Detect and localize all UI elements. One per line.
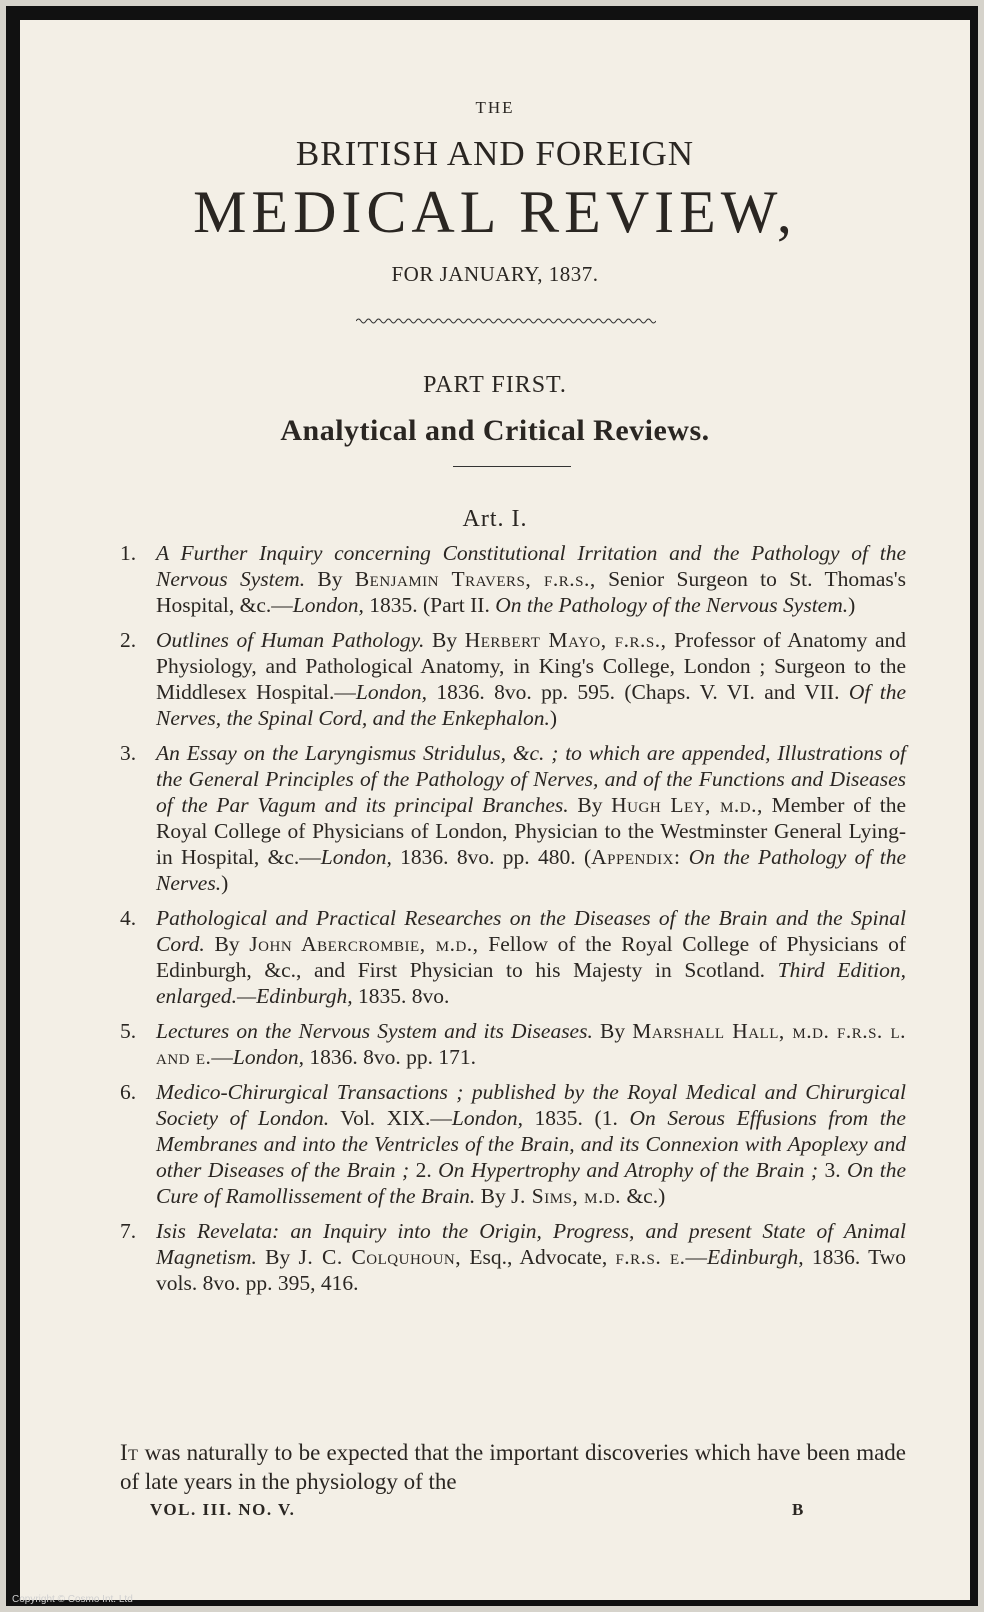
list-item — [120, 627, 906, 731]
entry-text: Hugh Ley, m.d., — [611, 793, 763, 817]
entry-text: Fellow of the Royal College of Physicians of Edinburgh, &c., and First Physician to his Majesty in Scotland. — [156, 932, 907, 982]
entry-text: Lectures on the Nervous System and its Diseases. — [156, 1019, 593, 1043]
entry-number: 4. — [120, 906, 137, 930]
entry-number: 3. — [120, 741, 137, 765]
entry-text: — — [211, 1045, 233, 1069]
entry-text: Esq., Advocate, — [461, 1245, 616, 1269]
entry-text: Edinburgh, — [707, 1245, 804, 1269]
entry-text: London, — [451, 1106, 523, 1130]
issue-date: FOR JANUARY, 1837. — [391, 262, 599, 286]
entry-text: By — [592, 1019, 633, 1043]
entry-text: A Further Inquiry concerning Constitutional Irritation and the Pathology of the Nervous System. — [156, 541, 906, 591]
entry-text: By — [204, 932, 250, 956]
entry-text: Third Edition, enlarged.—Edinburgh, — [156, 958, 906, 1008]
entry-text: London, — [355, 680, 427, 704]
entry-text: Senior Surgeon to St. Thomas's Hospital, &c.— — [156, 567, 906, 617]
entry-number: 5. — [120, 1019, 137, 1043]
entry-text: 3. — [818, 1158, 848, 1182]
body-text: was naturally to be expected that the important discoveries which have been made of late years in the physiology of the — [120, 1440, 906, 1494]
entry-text: By — [475, 1184, 512, 1208]
signature-mark: B — [792, 1500, 804, 1519]
entry-text: Herbert Mayo, f.r.s., — [464, 628, 667, 652]
part-heading: PART FIRST. — [423, 372, 567, 398]
entry-text: Outlines of Human Pathology. — [156, 628, 425, 652]
entry-text: Of the Nerves, the Spinal Cord, and the Enkephalon. — [156, 680, 907, 730]
entry-text: Marshall Hall, m.d. f.r.s. l. and e. — [156, 1019, 906, 1069]
header-the: THE — [475, 98, 515, 117]
copyright-notice: Copyright © Cosmo Int. Ltd — [12, 1594, 133, 1605]
entry-text: London, — [232, 1045, 305, 1069]
body-paragraph — [120, 1438, 906, 1496]
entry-text: London, — [320, 845, 392, 869]
body-lead: It — [120, 1440, 139, 1465]
document-page — [20, 20, 970, 1600]
entry-text: 1836. 8vo. pp. 595. (Chaps. V. VI. and VII. — [426, 680, 849, 704]
wavy-rule — [356, 317, 656, 325]
entry-text: John Abercrombie, m.d., — [249, 932, 479, 956]
list-item — [120, 540, 906, 618]
entry-text: 1836. 8vo. pp. 480. ( — [391, 845, 592, 869]
entry-text: On Serous Effusions from the Membranes and into the Ventricles of the Brain, and its Connexion with Apoplexy and other Diseases of the Brain ; — [156, 1106, 906, 1182]
short-rule — [453, 466, 571, 467]
page-frame — [6, 6, 978, 1606]
entry-text: Member of the Royal College of Physicians of London, Physician to the Westminster General Lying-in Hospital, &c.— — [156, 793, 907, 869]
entry-text: Vol. XIX.— — [329, 1106, 452, 1130]
entry-text: By — [305, 567, 355, 591]
entry-text: 1836. 8vo. pp. 171. — [304, 1045, 477, 1069]
section-heading: Analytical and Critical Reviews. — [280, 414, 710, 447]
entry-text: By — [424, 628, 465, 652]
entry-text: Professor of Anatomy and Physiology, and Pathological Anatomy, in King's College, London ; Surgeon to the Middlesex Hospital.— — [156, 628, 906, 704]
entry-text: &c.) — [621, 1184, 666, 1208]
list-item — [120, 1018, 906, 1070]
entry-text: By — [568, 793, 612, 817]
journal-subtitle: BRITISH AND FOREIGN — [295, 134, 695, 173]
entry-text: 2. — [409, 1158, 439, 1182]
entry-text: On the Cure of Ramollissement of the Brain. — [156, 1158, 907, 1208]
entry-text: f.r.s. e. — [615, 1245, 686, 1269]
entry-text: By — [256, 1245, 299, 1269]
article-heading: Art. I. — [462, 506, 528, 532]
entry-text: London, — [292, 593, 364, 617]
list-item — [120, 1218, 906, 1296]
entry-text: On the Pathology of the Nervous System. — [495, 593, 849, 617]
entry-text: On Hypertrophy and Atrophy of the Brain ; — [438, 1158, 819, 1182]
journal-title: MEDICAL REVIEW, — [193, 179, 797, 245]
list-item — [120, 1079, 906, 1209]
entry-text: An Essay on the Laryngismus Stridulus, &c. ; to which are appended, Illustrations of the General Principles of the Pathology of Nerves, and of the Functions and Diseases of the Par Vagum and its principal Branches. — [156, 741, 906, 817]
entry-number: 1. — [120, 541, 137, 565]
entry-text: 1836. Two vols. 8vo. pp. 395, 416. — [156, 1245, 906, 1295]
entry-text: — — [685, 1245, 708, 1269]
entry-text: Medico-Chirurgical Transactions ; published by the Royal Medical and Chirurgical Society of London. — [156, 1080, 906, 1130]
reviewed-works-list — [120, 540, 906, 1305]
entry-text: ) — [549, 706, 558, 730]
entry-text: J. Sims, m.d. — [511, 1184, 622, 1208]
entry-text: Appendix: — [591, 845, 681, 869]
entry-text: ) — [848, 593, 856, 617]
entry-text: On the Pathology of the Nerves. — [156, 845, 906, 895]
entry-text: ) — [221, 871, 229, 895]
list-item — [120, 905, 906, 1009]
entry-text: 1835. (Part II. — [363, 593, 496, 617]
entry-text: Pathological and Practical Researches on the Diseases of the Brain and the Spinal Cord. — [156, 906, 906, 956]
entry-number: 7. — [120, 1219, 137, 1243]
list-item — [120, 740, 906, 896]
entry-text: J. C. Colquhoun, — [298, 1245, 462, 1269]
entry-text: Isis Revelata: an Inquiry into the Origin, Progress, and present State of Animal Magnetism. — [156, 1219, 906, 1269]
entry-text: Benjamin Travers, f.r.s., — [354, 567, 596, 591]
entry-text: 1835. 8vo. — [352, 984, 450, 1008]
entry-number: 2. — [120, 628, 137, 652]
entry-number: 6. — [120, 1080, 137, 1104]
volume-number: VOL. III. NO. V. — [150, 1500, 296, 1519]
entry-text: 1835. (1. — [522, 1106, 630, 1130]
